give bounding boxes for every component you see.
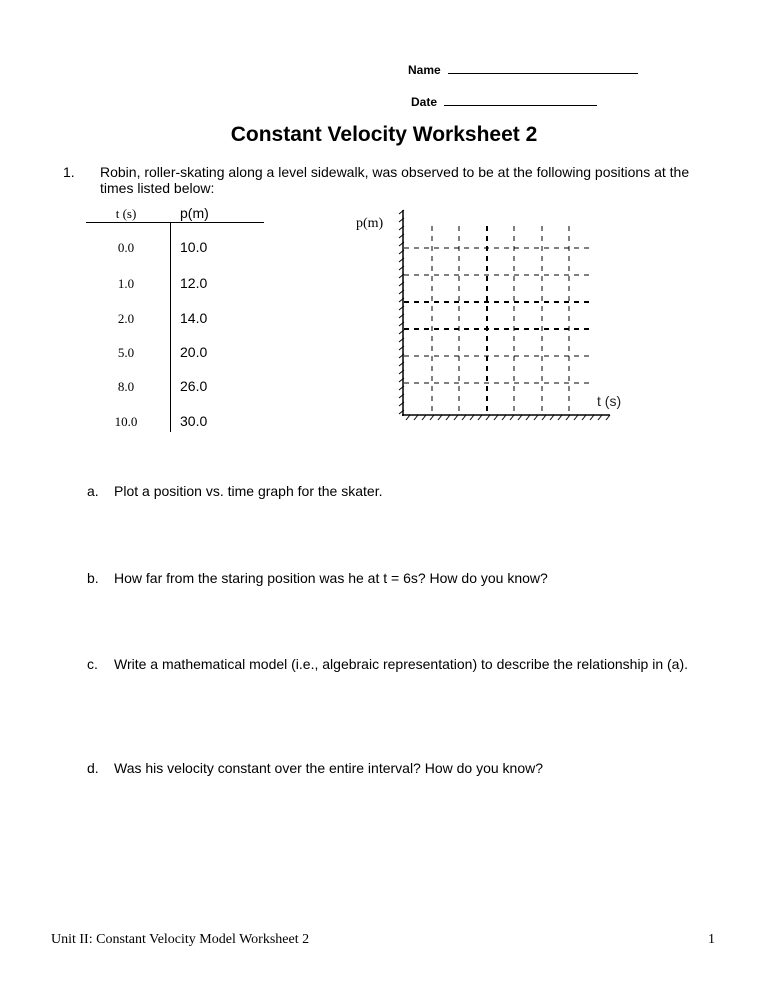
name-label: Name xyxy=(408,63,441,77)
table-cell-p: 26.0 xyxy=(180,378,208,394)
table-cell-t: 2.0 xyxy=(117,311,135,326)
table-cell-t: 5.0 xyxy=(117,345,135,360)
part-c-letter: c. xyxy=(87,656,98,672)
name-line xyxy=(408,63,638,77)
table-cell-p: 20.0 xyxy=(180,344,208,360)
part-d-letter: d. xyxy=(87,760,99,776)
part-c-text: Write a mathematical model (i.e., algebraic representation) to describe the relationship in (a). xyxy=(114,656,689,672)
graph-y-label: p(m) xyxy=(356,216,384,231)
page-number: 1 xyxy=(708,932,715,947)
question-number: 1. xyxy=(63,164,75,180)
table-cell-t: 8.0 xyxy=(117,379,135,394)
question-text: Robin, roller-skating along a level sidewalk, was observed to be at the following positions at the times listed below: xyxy=(100,164,690,196)
worksheet-title: Constant Velocity Worksheet 2 xyxy=(230,123,538,146)
part-a-letter: a. xyxy=(87,483,99,499)
date-line xyxy=(411,95,597,109)
table-cell-t: 1.0 xyxy=(117,276,135,291)
table-cell-p: 14.0 xyxy=(180,310,208,326)
name-blank[interactable] xyxy=(448,63,638,74)
part-b-text: How far from the staring position was he at t = 6s? How do you know? xyxy=(114,570,548,586)
table-divider xyxy=(170,222,171,432)
graph-x-label: t (s) xyxy=(597,393,622,409)
table-cell-t: 0.0 xyxy=(117,240,135,255)
table-cell-p: 12.0 xyxy=(180,275,208,291)
table-header-rule xyxy=(86,222,264,223)
table-cell-p: 10.0 xyxy=(180,239,208,255)
date-blank[interactable] xyxy=(444,95,597,106)
part-a-text: Plot a position vs. time graph for the skater. xyxy=(114,483,383,499)
table-header-t: t (s) xyxy=(115,206,137,221)
footer-course-label: Unit II: Constant Velocity Model Worksheet 2 xyxy=(51,932,310,947)
part-b-letter: b. xyxy=(87,570,99,586)
table-cell-p: 30.0 xyxy=(180,413,208,429)
table-header-p: p(m) xyxy=(180,205,209,221)
date-label: Date xyxy=(411,95,438,109)
blank-graph-grid[interactable] xyxy=(392,204,622,426)
table-cell-t: 10.0 xyxy=(114,414,138,429)
part-d-text: Was his velocity constant over the entire interval? How do you know? xyxy=(114,760,544,776)
